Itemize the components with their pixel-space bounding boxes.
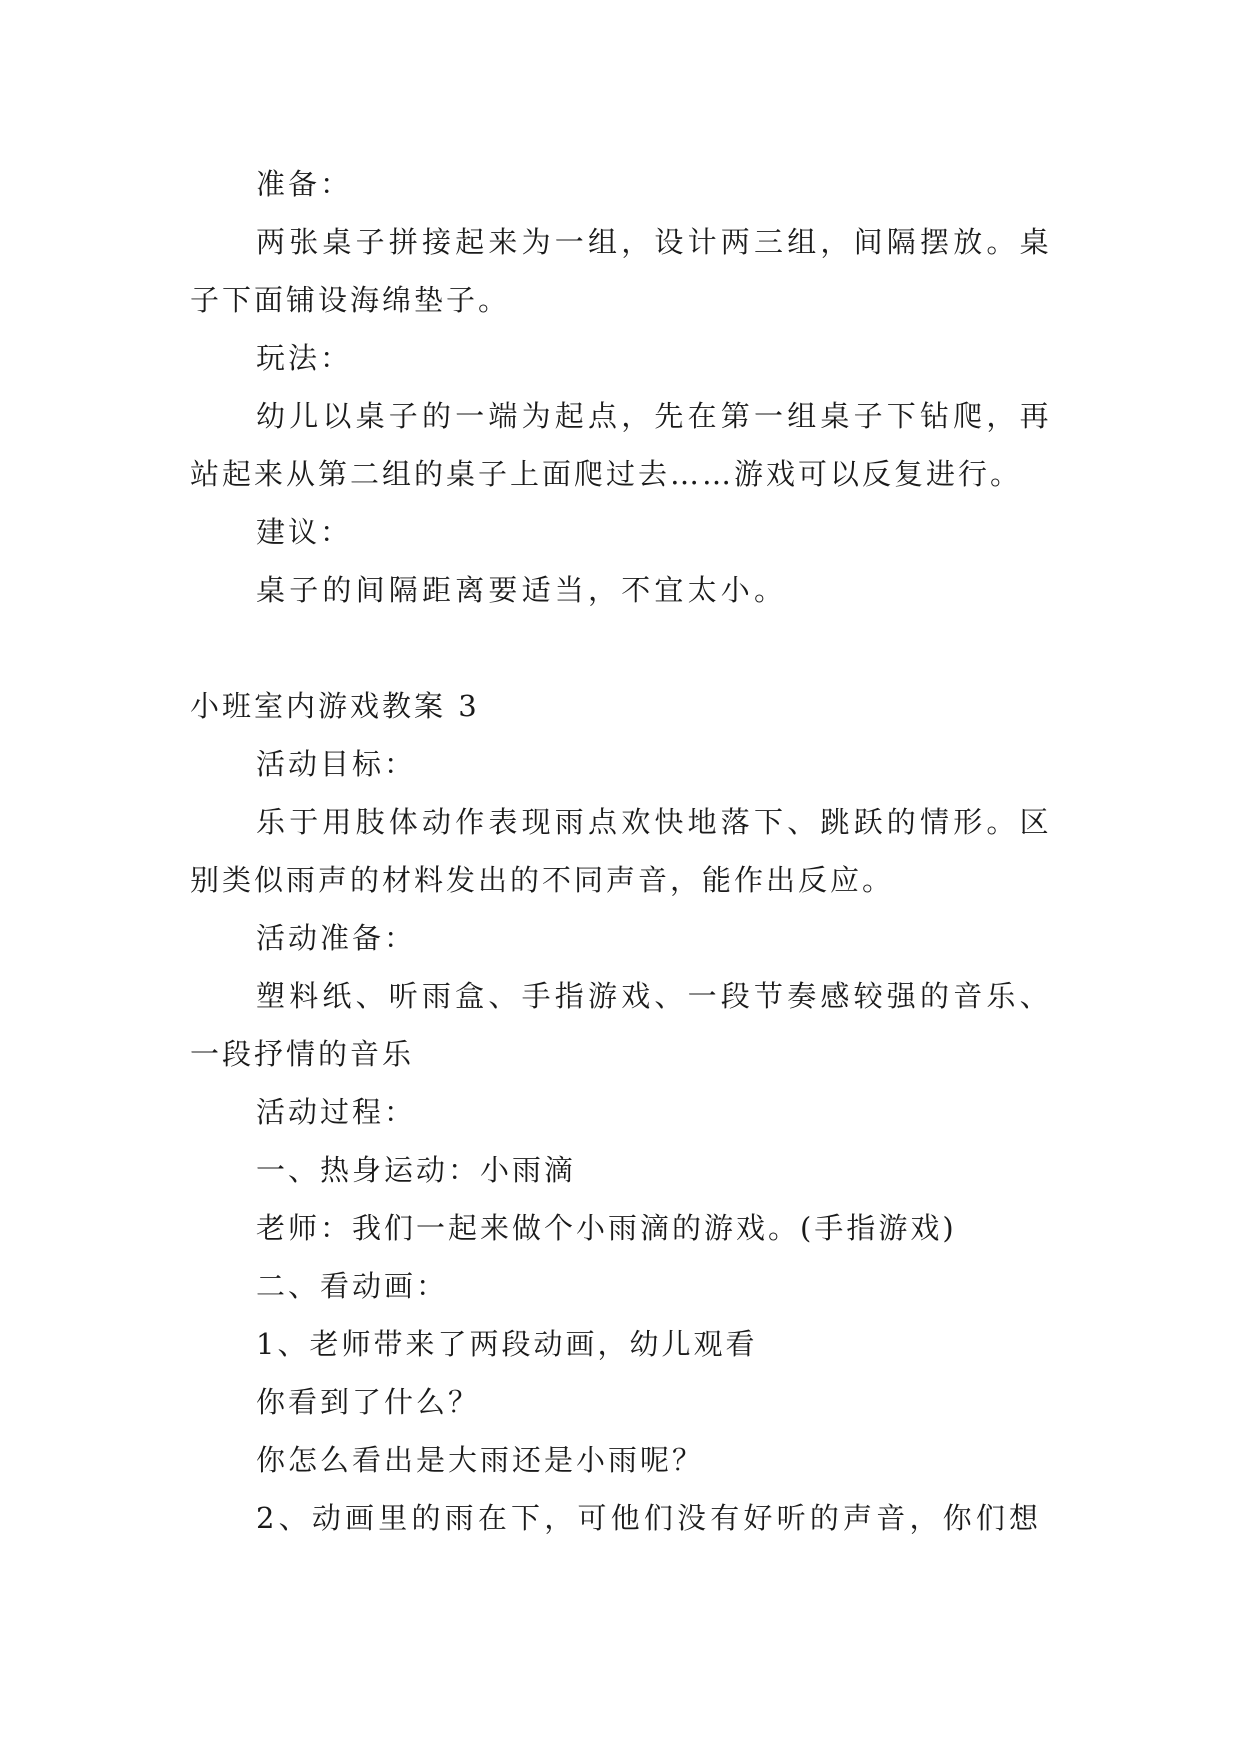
heading-activity-process: 活动过程： [256, 1095, 417, 1129]
paragraph-line: 塑料纸、听雨盒、手指游戏、一段节奏感较强的音乐、 [256, 979, 1053, 1013]
heading-activity-goals: 活动目标： [256, 747, 417, 781]
list-item: 一、热身运动：小雨滴 [256, 1153, 577, 1187]
paragraph-line: 老师：我们一起来做个小雨滴的游戏。(手指游戏) [256, 1211, 957, 1245]
paragraph-line: 一段抒情的音乐 [190, 1037, 415, 1071]
heading-suggestion: 建议： [256, 515, 353, 549]
paragraph-line: 你怎么看出是大雨还是小雨呢？ [256, 1443, 705, 1477]
paragraph-line: 乐于用肢体动作表现雨点欢快地落下、跳跃的情形。区 [256, 805, 1053, 839]
list-item: 1、老师带来了两段动画，幼儿观看 [256, 1327, 758, 1361]
list-item: 二、看动画： [256, 1269, 449, 1303]
heading-gameplay: 玩法： [256, 341, 353, 375]
paragraph-line: 子下面铺设海绵垫子。 [190, 283, 511, 317]
heading-activity-preparation: 活动准备： [256, 921, 417, 955]
section-title: 小班室内游戏教案 3 [190, 689, 480, 723]
list-item: 2、动画里的雨在下，可他们没有好听的声音，你们想 [256, 1501, 1043, 1535]
heading-preparation: 准备： [256, 167, 353, 201]
paragraph-line: 桌子的间隔距离要适当，不宜太小。 [256, 573, 788, 607]
paragraph-line: 幼儿以桌子的一端为起点，先在第一组桌子下钻爬，再 [256, 399, 1053, 433]
paragraph-line: 你看到了什么？ [256, 1385, 481, 1419]
paragraph-line: 站起来从第二组的桌子上面爬过去……游戏可以反复进行。 [190, 457, 1023, 491]
paragraph-line: 两张桌子拼接起来为一组，设计两三组，间隔摆放。桌 [256, 225, 1053, 259]
paragraph-line: 别类似雨声的材料发出的不同声音，能作出反应。 [190, 863, 895, 897]
